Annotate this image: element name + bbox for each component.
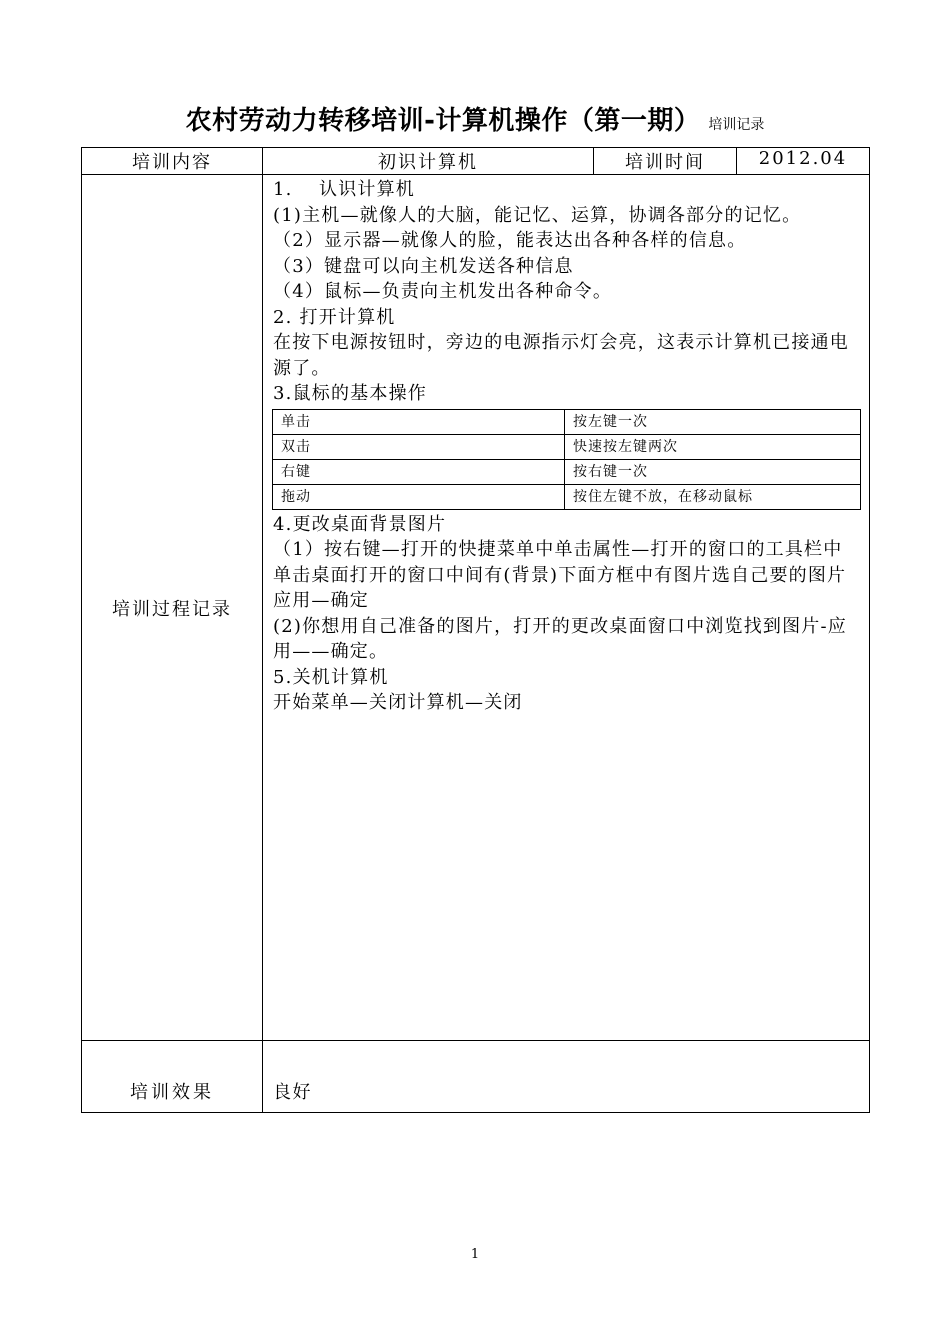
content-label: 培训内容 [82, 148, 263, 175]
item4-title: 4.更改桌面背景图片 [273, 513, 447, 535]
page-number: 1 [470, 1247, 480, 1262]
effect-label: 培训效果 [130, 1082, 214, 1103]
table-row [273, 484, 861, 509]
item2-text: 在按下电源按钮时，旁边的电源指示灯会亮，这表示计算机已接通电源了。 [273, 332, 849, 379]
process-label: 培训过程记录 [82, 175, 263, 1041]
item1-line-2: （2）显示器—就像人的脸，能表达出各种各样的信息。 [273, 230, 747, 251]
document-title: 农村劳动力转移培训-计算机操作（第一期） [185, 106, 701, 136]
header-row [82, 148, 870, 175]
effect-value: 良好 [273, 1082, 312, 1103]
item2-title: 2. 打开计算机 [273, 306, 396, 328]
effect-label-cell [82, 1041, 263, 1113]
table-row [273, 434, 861, 459]
item1-number: 1. [273, 179, 293, 200]
mouse-action: 右键 [273, 459, 565, 484]
content-value: 初识计算机 [263, 148, 594, 175]
time-label: 培训时间 [594, 148, 737, 175]
item4-line-2: (2)你想用自己准备的图片，打开的更改桌面窗口中浏览找到图片-应用——确定。 [273, 615, 847, 662]
table-row [273, 459, 861, 484]
mouse-operations-table [272, 409, 861, 510]
item1-title: 认识计算机 [319, 179, 415, 200]
item1-line-4: （4）鼠标—负责向主机发出各种命令。 [273, 281, 613, 302]
time-value: 2012.04 [737, 148, 870, 175]
mouse-description: 快速按左键两次 [565, 434, 861, 459]
mouse-action: 双击 [273, 434, 565, 459]
document-subtitle: 培训记录 [708, 117, 765, 133]
process-content [263, 175, 869, 716]
item4-line-1: （1）按右键—打开的快捷菜单中单击属性—打开的窗口的工具栏中单击桌面打开的窗口中间有(背景)下面方框中有图片选自己要的图片应用—确定 [273, 539, 847, 611]
mouse-action: 单击 [273, 409, 565, 434]
mouse-action: 拖动 [273, 484, 565, 509]
title-line [0, 100, 950, 137]
table-row [273, 409, 861, 434]
item1-line-1: (1)主机—就像人的大脑，能记忆、运算，协调各部分的记忆。 [273, 204, 802, 226]
mouse-description: 按住左键不放，在移动鼠标 [565, 484, 861, 509]
item5-title: 5.关机计算机 [273, 666, 389, 688]
process-content-cell [263, 175, 870, 1041]
effect-value-cell [263, 1041, 870, 1113]
training-record-table [81, 147, 870, 1113]
process-row [82, 175, 870, 1041]
item1-line-3: （3）键盘可以向主机发送各种信息 [273, 255, 574, 277]
mouse-description: 按右键一次 [565, 459, 861, 484]
item3-title: 3.鼠标的基本操作 [273, 383, 427, 404]
item1-heading [273, 177, 861, 203]
item5-text: 开始菜单—关闭计算机—关闭 [273, 692, 523, 713]
mouse-description: 按左键一次 [565, 409, 861, 434]
effect-row [82, 1041, 870, 1113]
